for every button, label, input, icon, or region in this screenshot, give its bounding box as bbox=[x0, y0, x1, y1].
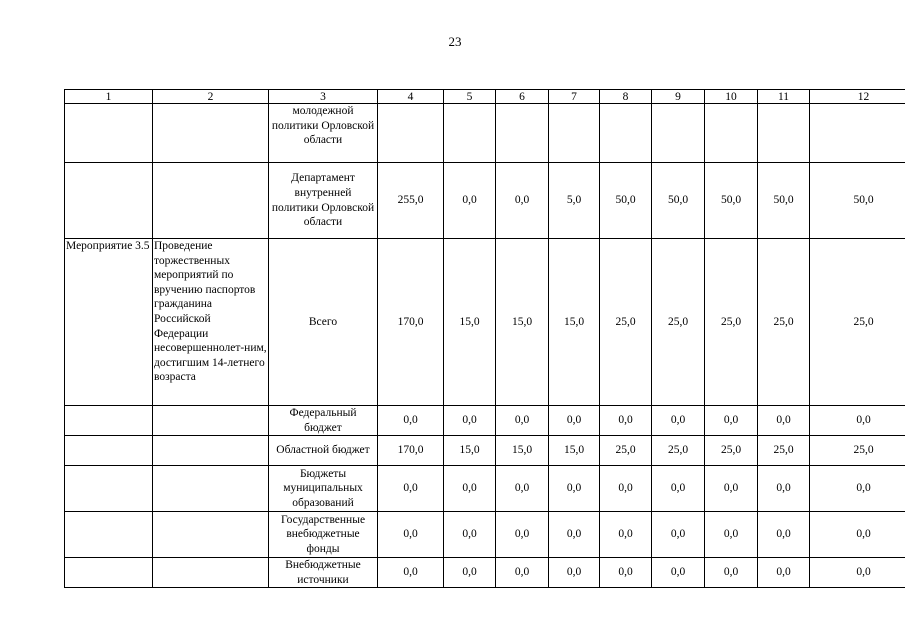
value-cell: 15,0 bbox=[549, 239, 600, 406]
table-row bbox=[65, 239, 905, 406]
value-cell: 0,0 bbox=[652, 466, 705, 512]
source-cell: молодежной политики Орловской области bbox=[269, 104, 378, 163]
value-cell: 0,0 bbox=[496, 163, 549, 239]
value-cell bbox=[705, 104, 758, 163]
measure-cell: Мероприятие 3.5 bbox=[65, 239, 153, 406]
value-cell bbox=[600, 104, 652, 163]
description-cell bbox=[153, 558, 269, 588]
value-cell: 0,0 bbox=[705, 466, 758, 512]
source-cell: Департамент внутренней политики Орловской области bbox=[269, 163, 378, 239]
table-body bbox=[65, 90, 905, 588]
table-row bbox=[65, 163, 905, 239]
value-cell: 50,0 bbox=[600, 163, 652, 239]
value-cell bbox=[758, 104, 810, 163]
description-cell: Проведение торжественных мероприятий по вручению паспортов гражданина Российской Федерации несовершеннолет-ним, достигшим 14-летнего возраста bbox=[153, 239, 269, 406]
value-cell: 0,0 bbox=[444, 558, 496, 588]
value-cell: 0,0 bbox=[549, 466, 600, 512]
table-row bbox=[65, 104, 905, 163]
value-cell: 5,0 bbox=[549, 163, 600, 239]
value-cell: 25,0 bbox=[758, 436, 810, 466]
value-cell: 25,0 bbox=[705, 239, 758, 406]
column-header: 3 bbox=[269, 90, 378, 104]
value-cell: 0,0 bbox=[444, 466, 496, 512]
value-cell bbox=[549, 104, 600, 163]
value-cell: 0,0 bbox=[705, 406, 758, 436]
value-cell: 170,0 bbox=[378, 436, 444, 466]
value-cell: 0,0 bbox=[549, 512, 600, 558]
value-cell: 15,0 bbox=[444, 436, 496, 466]
value-cell: 0,0 bbox=[810, 558, 905, 588]
value-cell: 0,0 bbox=[652, 406, 705, 436]
value-cell: 15,0 bbox=[496, 436, 549, 466]
value-cell: 15,0 bbox=[496, 239, 549, 406]
value-cell: 0,0 bbox=[549, 558, 600, 588]
measure-cell bbox=[65, 436, 153, 466]
value-cell: 0,0 bbox=[705, 512, 758, 558]
table-row bbox=[65, 436, 905, 466]
description-cell bbox=[153, 466, 269, 512]
value-cell: 0,0 bbox=[810, 512, 905, 558]
column-header: 10 bbox=[705, 90, 758, 104]
value-cell: 0,0 bbox=[378, 466, 444, 512]
value-cell bbox=[810, 104, 905, 163]
value-cell: 0,0 bbox=[758, 558, 810, 588]
column-header: 4 bbox=[378, 90, 444, 104]
source-cell: Государственные внебюджетные фонды bbox=[269, 512, 378, 558]
value-cell: 0,0 bbox=[496, 406, 549, 436]
value-cell: 15,0 bbox=[549, 436, 600, 466]
value-cell: 0,0 bbox=[600, 466, 652, 512]
table-row bbox=[65, 512, 905, 558]
value-cell: 50,0 bbox=[810, 163, 905, 239]
measure-cell bbox=[65, 406, 153, 436]
value-cell: 25,0 bbox=[600, 239, 652, 406]
column-header: 6 bbox=[496, 90, 549, 104]
value-cell bbox=[496, 104, 549, 163]
value-cell: 25,0 bbox=[810, 239, 905, 406]
value-cell: 0,0 bbox=[444, 406, 496, 436]
value-cell: 25,0 bbox=[652, 239, 705, 406]
value-cell: 50,0 bbox=[758, 163, 810, 239]
value-cell: 255,0 bbox=[378, 163, 444, 239]
value-cell: 0,0 bbox=[496, 558, 549, 588]
source-cell: Бюджеты муниципальных образований bbox=[269, 466, 378, 512]
value-cell: 50,0 bbox=[705, 163, 758, 239]
value-cell: 170,0 bbox=[378, 239, 444, 406]
column-number-row bbox=[65, 90, 905, 104]
description-cell bbox=[153, 512, 269, 558]
column-header: 9 bbox=[652, 90, 705, 104]
value-cell: 0,0 bbox=[378, 512, 444, 558]
measure-cell bbox=[65, 512, 153, 558]
value-cell bbox=[652, 104, 705, 163]
value-cell: 0,0 bbox=[378, 406, 444, 436]
source-cell: Федеральный бюджет bbox=[269, 406, 378, 436]
value-cell: 0,0 bbox=[378, 558, 444, 588]
column-header: 1 bbox=[65, 90, 153, 104]
value-cell bbox=[444, 104, 496, 163]
column-header: 8 bbox=[600, 90, 652, 104]
measure-cell bbox=[65, 104, 153, 163]
value-cell: 0,0 bbox=[758, 406, 810, 436]
source-cell: Областной бюджет bbox=[269, 436, 378, 466]
description-cell bbox=[153, 104, 269, 163]
column-header: 5 bbox=[444, 90, 496, 104]
budget-table bbox=[64, 89, 905, 588]
value-cell: 25,0 bbox=[705, 436, 758, 466]
value-cell: 0,0 bbox=[444, 512, 496, 558]
value-cell: 0,0 bbox=[496, 512, 549, 558]
description-cell bbox=[153, 406, 269, 436]
value-cell: 0,0 bbox=[549, 406, 600, 436]
value-cell: 0,0 bbox=[652, 512, 705, 558]
value-cell: 0,0 bbox=[600, 512, 652, 558]
value-cell: 0,0 bbox=[600, 558, 652, 588]
value-cell: 50,0 bbox=[652, 163, 705, 239]
value-cell: 0,0 bbox=[810, 406, 905, 436]
description-cell bbox=[153, 436, 269, 466]
value-cell: 25,0 bbox=[758, 239, 810, 406]
source-cell: Всего bbox=[269, 239, 378, 406]
table-row bbox=[65, 466, 905, 512]
source-cell: Внебюджетные источники bbox=[269, 558, 378, 588]
description-cell bbox=[153, 163, 269, 239]
column-header: 7 bbox=[549, 90, 600, 104]
value-cell: 0,0 bbox=[705, 558, 758, 588]
value-cell: 0,0 bbox=[758, 466, 810, 512]
column-header: 12 bbox=[810, 90, 905, 104]
value-cell: 0,0 bbox=[444, 163, 496, 239]
measure-cell bbox=[65, 558, 153, 588]
column-header: 11 bbox=[758, 90, 810, 104]
measure-cell bbox=[65, 466, 153, 512]
table-row bbox=[65, 558, 905, 588]
value-cell: 0,0 bbox=[810, 466, 905, 512]
value-cell bbox=[378, 104, 444, 163]
value-cell: 25,0 bbox=[652, 436, 705, 466]
value-cell: 0,0 bbox=[496, 466, 549, 512]
value-cell: 15,0 bbox=[444, 239, 496, 406]
measure-cell bbox=[65, 163, 153, 239]
value-cell: 0,0 bbox=[652, 558, 705, 588]
page-number: 23 bbox=[448, 34, 462, 49]
value-cell: 0,0 bbox=[758, 512, 810, 558]
value-cell: 25,0 bbox=[810, 436, 905, 466]
column-header: 2 bbox=[153, 90, 269, 104]
value-cell: 25,0 bbox=[600, 436, 652, 466]
table-row bbox=[65, 406, 905, 436]
value-cell: 0,0 bbox=[600, 406, 652, 436]
